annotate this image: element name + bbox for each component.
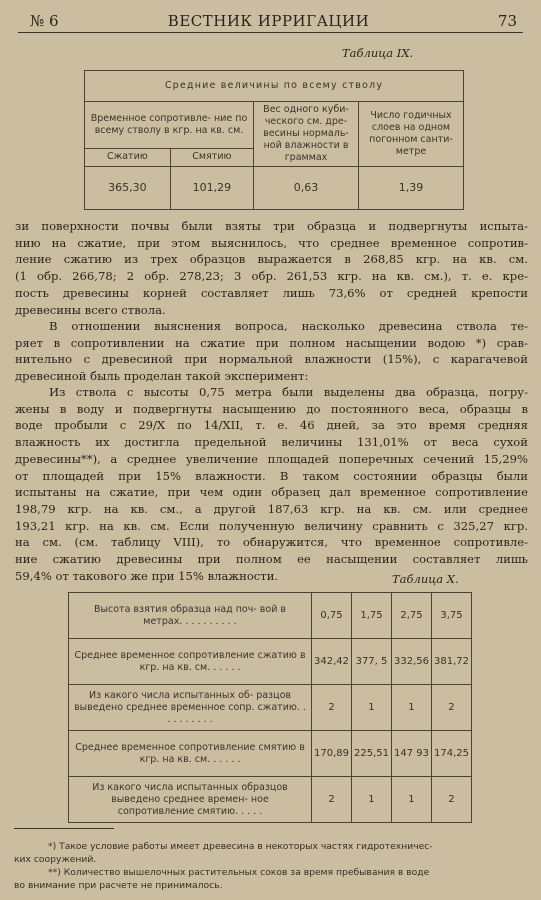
footnote-line: **) Количество вышелочных растительных соков за время пребывания в воде xyxy=(48,867,430,878)
text-line: испытаны на сжатие, при чем один образец дал временное сопротивление xyxy=(15,485,528,500)
table10-cell: 2 xyxy=(312,685,352,731)
text-line: ление сжатию из трех образцов выражается в 268,85 кгр. на кв. см. xyxy=(15,252,528,267)
table10-caption: Таблица X. xyxy=(392,572,459,586)
table10-cell: 1,75 xyxy=(352,593,392,639)
header-rule xyxy=(18,32,523,33)
table10-row-label: Высота взятия образца над поч- вой в метрах. . . . . . . . . . xyxy=(69,593,312,639)
table9-col3-header: Число годичных слоев на одном погонном санти- метре xyxy=(359,102,464,167)
table10-cell: 174,25 xyxy=(431,731,471,777)
paragraph-1 xyxy=(15,218,528,318)
page-header xyxy=(20,10,517,32)
table9-sub-compression: Сжатию xyxy=(85,148,171,166)
issue-number: № 6 xyxy=(30,12,59,30)
table10-cell: 3,75 xyxy=(431,593,471,639)
table10-cell: 2 xyxy=(312,777,352,823)
table10-cell: 1 xyxy=(352,777,392,823)
table9-col2-header: Вес одного куби- ческого см. дре- весины нормаль- ной влажности в граммах xyxy=(254,102,359,167)
table10-cell: 147 93 xyxy=(391,731,431,777)
paragraph-3 xyxy=(15,384,528,584)
table10-cell: 1 xyxy=(391,685,431,731)
table10-cell: 225,51 xyxy=(352,731,392,777)
text-line: ние сжатию древесины при полном ее насыщении составляет лишь xyxy=(15,552,528,567)
text-line: нию на сжатие, при этом выяснилось, что среднее временное сопротив- xyxy=(15,235,528,250)
table10-row xyxy=(69,593,472,639)
footnote-1 xyxy=(14,840,526,866)
table10-cell: 332,56 xyxy=(391,639,431,685)
table10-cell: 2,75 xyxy=(391,593,431,639)
text-line: воде пробыли с 29/X по 14/XII, т. е. 46 дней, за это время средняя xyxy=(15,418,528,433)
text-line: Из ствола с высоты 0,75 метра были выделены два образца, погру- xyxy=(49,385,528,399)
table10-cell: 170,89 xyxy=(312,731,352,777)
table10-row-label: Из какого числа испытанных об- разцов выведено среднее временное сопр. сжатию. . . . . . . . . . xyxy=(69,685,312,731)
table10-row-label: Из какого числа испытанных образцов выведено среднее времен- ное сопротивление смятию. . . . . xyxy=(69,777,312,823)
table10-row-label: Среднее временное сопротивление сжатию в кгр. на кв. см. . . . . . xyxy=(69,639,312,685)
table-9 xyxy=(84,70,464,210)
table9-value: 0,63 xyxy=(254,167,359,210)
text-line: древесиной быль проделан такой эксперимент: xyxy=(15,369,309,384)
table10-row xyxy=(69,731,472,777)
table9-value: 1,39 xyxy=(359,167,464,210)
text-line: древесины всего ствола. xyxy=(15,302,166,317)
table9-sub-crushing: Смятию xyxy=(170,148,253,166)
text-line: 198,79 кгр. на кв. см., а другой 187,63 кгр. на кв. см. или среднее xyxy=(15,501,528,516)
footnote-2 xyxy=(14,866,526,892)
table10-row xyxy=(69,639,472,685)
page-number: 73 xyxy=(497,12,517,30)
table10-cell: 1 xyxy=(391,777,431,823)
table10-row xyxy=(69,777,472,823)
text-line: пость древесины корней составляет лишь 73,6% от средней крепости xyxy=(15,285,528,300)
text-line: ряет в сопротивлении на сжатие при полном насыщении водою *) срав- xyxy=(15,335,528,350)
text-line: 193,21 кгр. на кв. см. Если полученную величину сравнить с 325,27 кгр. xyxy=(15,518,528,533)
footnote-line: ких сооружений. xyxy=(14,854,97,865)
text-line: от площадей при 15% влажности. В таком состоянии образцы были xyxy=(15,468,528,483)
text-line: влажность их достигла предельной величины 131,01% от веса сухой xyxy=(15,435,528,450)
table9-caption: Таблица IX. xyxy=(342,46,414,60)
table-10 xyxy=(68,592,472,823)
text-line: зи поверхности почвы были взяты три образца и подвергнуты испыта- xyxy=(15,219,528,233)
table9-value: 365,30 xyxy=(85,167,171,210)
table10-row-label: Среднее временное сопротивление смятию в кгр. на кв. см. . . . . . xyxy=(69,731,312,777)
table10-row xyxy=(69,685,472,731)
text-line: нительно с древесиной при нормальной влажности (15%), с карагачевой xyxy=(15,352,528,367)
footnote-rule xyxy=(14,828,114,829)
paragraph-2 xyxy=(15,318,528,385)
journal-title: ВЕСТНИК ИРРИГАЦИИ xyxy=(167,12,370,30)
text-line: В отношении выяснения вопроса, насколько древесина ствола те- xyxy=(49,319,528,333)
table10-cell: 342,42 xyxy=(312,639,352,685)
text-line: на см. (см. таблицу VIII), то обнаружится, что временное сопротивле- xyxy=(15,535,528,550)
table10-cell: 0,75 xyxy=(312,593,352,639)
table10-cell: 381,72 xyxy=(431,639,471,685)
footnote-line: во внимание при расчете не принималось. xyxy=(14,880,223,891)
text-line: древесины**), а среднее увеличение площадей поперечных сечений 15,29% xyxy=(15,451,528,466)
table9-value: 101,29 xyxy=(170,167,253,210)
table10-cell: 1 xyxy=(352,685,392,731)
text-line: жены в воду и подвергнуты насыщению до постоянного веса, образцы в xyxy=(15,401,528,416)
footnote-line: *) Такое условие работы имеет древесина в некоторых частях гидротехничес- xyxy=(48,841,433,852)
table10-cell: 2 xyxy=(431,777,471,823)
text-line: 59,4% от такового же при 15% влажности. xyxy=(15,568,279,583)
table9-title: Средние величины по всему стволу xyxy=(85,71,464,102)
text-line: (1 обр. 266,78; 2 обр. 278,23; 3 обр. 261,53 кгр. на кв. см.), т. е. кре- xyxy=(15,269,528,284)
table10-cell: 2 xyxy=(431,685,471,731)
table9-col1-header: Временное сопротивле- ние по всему стволу в кгр. на кв. см. xyxy=(85,102,254,149)
table10-cell: 377, 5 xyxy=(352,639,392,685)
